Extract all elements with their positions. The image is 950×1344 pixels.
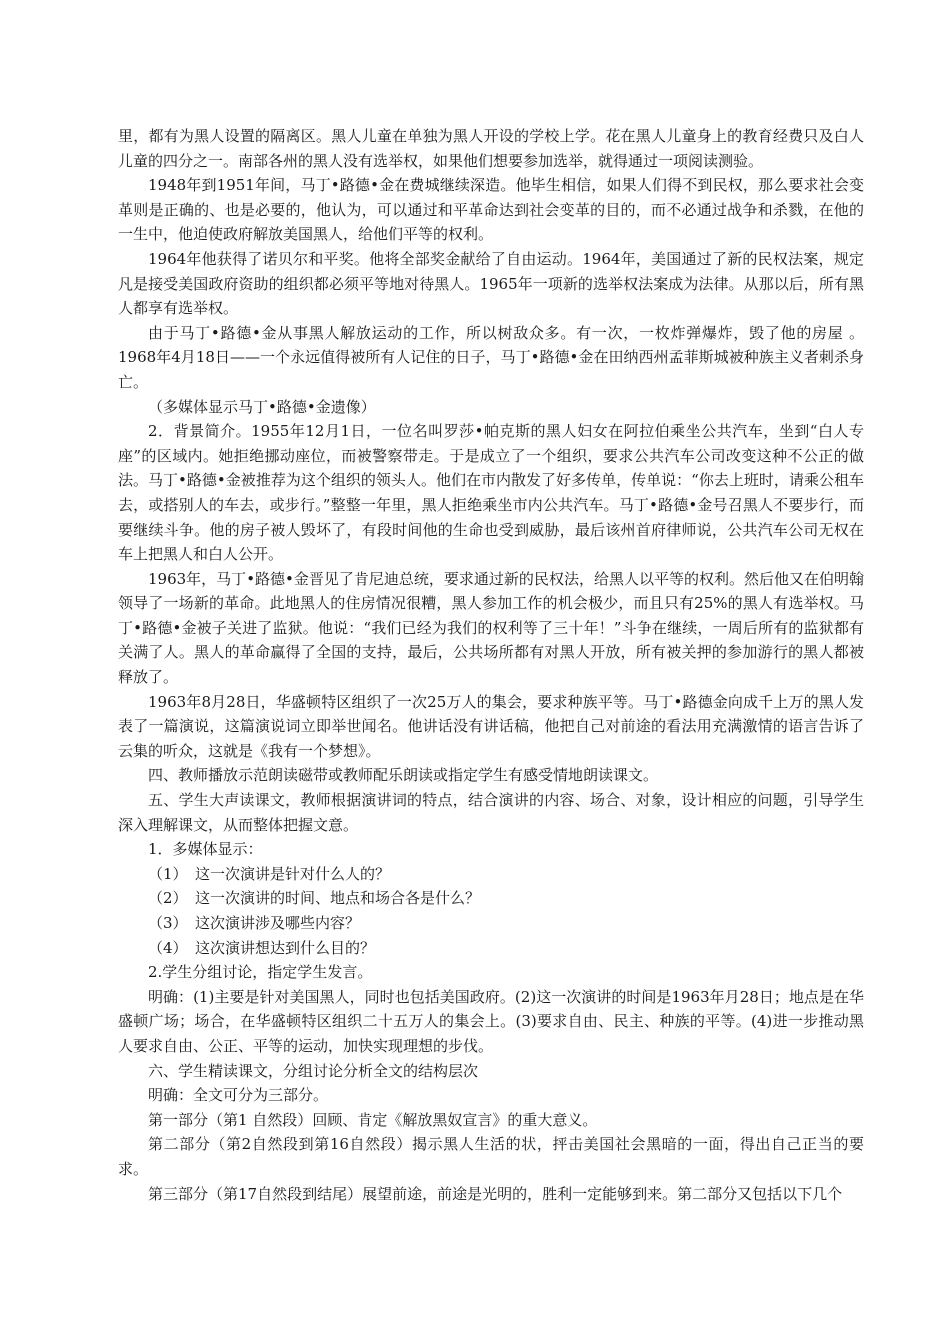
section-heading: 六、学生精读课文，分组讨论分析全文的结构层次: [148, 1061, 479, 1080]
section-heading: 四、教师播放示范朗读磁带或教师配乐朗读或指定学生有感受情地朗读课文。: [148, 766, 659, 785]
question-item: （1） 这一次演讲是针对什么人的？: [148, 864, 391, 883]
paragraph: 明确：(1)主要是针对美国黑人，同时也包括美国政府。(2)这一次演讲的时间是1963年月28日；地点是在华盛顿广场；场合，在华盛顿特区组织二十五万人的集会上。(3)要求自由、民主、种族的平等。(4)进一步推动黑人要求自由、公正、平等的运动，加快实现理想的步伐。: [118, 987, 864, 1055]
question-item: （4） 这次演讲想达到什么目的？: [148, 938, 376, 957]
paragraph: 1963年，马丁•路德•金晋见了肯尼迪总统，要求通过新的民权法，给黑人以平等的权利。然后他又在伯明翰领导了一场新的革命。此地黑人的住房情况很糟，黑人参加工作的机会极少，而且只有25%的黑人有选举权。马丁•路德•金被子关进了监狱。他说：“我们已经为我们的权利等了三十年！”斗争在继续，一周后所有的监狱都有关满了人。黑人的革命赢得了全国的支持，最后，公共场所都有对黑人开放，所有被关押的参加游行的黑人都被释放了。: [118, 569, 864, 687]
paragraph: 第一部分（第1 自然段）回顾、肯定《解放黑奴宣言》的重大意义。: [148, 1110, 598, 1129]
document-body: [118, 124, 864, 1206]
paragraph: 2．背景简介。1955年12月1日，一位名叫罗莎•帕克斯的黑人妇女在阿拉伯乘坐公共汽车，坐到“白人专座”的区域内。她拒绝挪动座位，而被警察带走。于是成立了一个组织，要求公共汽车公司改变这种不公正的做法。马丁•路德•金被推荐为这个组织的领头人。他们在市内散发了好多传单，传单说：“你去上班时，请乘公租车去，或搭别人的车去，或步行。”整整一年里，黑人拒绝乘坐市内公共汽车。马丁•路德•金号召黑人不要步行，而要继续斗争。他的房子被人毁坏了，有段时间他的生命也受到威胁，最后该州首府律师说，公共汽车公司无权在车上把黑人和白人公开。: [118, 422, 864, 564]
paragraph: 明确：全文可分为三部分。: [148, 1086, 329, 1105]
paragraph: （多媒体显示马丁•路德•金遗像）: [148, 397, 376, 416]
question-item: （3） 这次演讲涉及哪些内容？: [148, 914, 361, 932]
paragraph: 1964年他获得了诺贝尔和平奖。他将全部奖金献给了自由运动。1964年，美国通过了新的民权法案，规定凡是接受美国政府资助的组织都必须平等地对待黑人。1965年一项新的选举权法案成为法律。从那以后，所有黑人都享有选举权。: [118, 249, 864, 318]
paragraph: 1963年8月28日，华盛顿特区组织了一次25万人的集会，要求种族平等。马丁•路德金向成千上万的黑人发表了一篇演说，这篇演说词立即举世闻名。他讲话没有讲话稿，他把自己对前途的看法用充满激情的语言告诉了云集的听众，这就是《我有一个梦想》。: [118, 692, 864, 760]
question-item: （2） 这一次演讲的时间、地点和场合各是什么？: [148, 889, 481, 908]
paragraph: 1．多媒体显示：: [148, 840, 263, 859]
section-heading: 五、学生大声读课文，教师根据演讲词的特点，结合演讲的内容、场合、对象，设计相应的问题，引导学生深入理解课文，从而整体把握文意。: [118, 791, 864, 834]
paragraph: 2.学生分组讨论，指定学生发言。: [148, 963, 373, 982]
paragraph: 里，都有为黑人设置的隔离区。黑人儿童在单独为黑人开设的学校上学。花在黑人儿童身上的教育经费只及白人儿童的四分之一。南部各州的黑人没有选举权，如果他们想要参加选举，就得通过一项阅读测验。: [118, 127, 864, 170]
paragraph: 第二部分（第2自然段到第16自然段）揭示黑人生活的状，抨击美国社会黑暗的一面，得出自己正当的要求。: [118, 1135, 864, 1178]
paragraph: 1948年到1951年间，马丁•路德•金在费城继续深造。他毕生相信，如果人们得不到民权，那么要求社会变革则是正确的、也是必要的，他认为，可以通过和平革命达到社会变革的目的，而不必通过战争和杀戮，在他的一生中，他迫使政府解放美国黑人，给他们平等的权利。: [118, 176, 864, 244]
paragraph: 由于马丁•路德•金从事黑人解放运动的工作，所以树敌众多。有一次，一枚炸弹爆炸，毁了他的房屋 。1968年4月18日——一个永远值得被所有人记住的日子，马丁•路德•金在田纳西州孟菲斯城被种族主义者刺杀身亡。: [118, 323, 864, 391]
paragraph: 第三部分（第17自然段到结尾）展望前途，前途是光明的，胜利一定能够到来。第二部分又包括以下几个: [148, 1184, 843, 1203]
